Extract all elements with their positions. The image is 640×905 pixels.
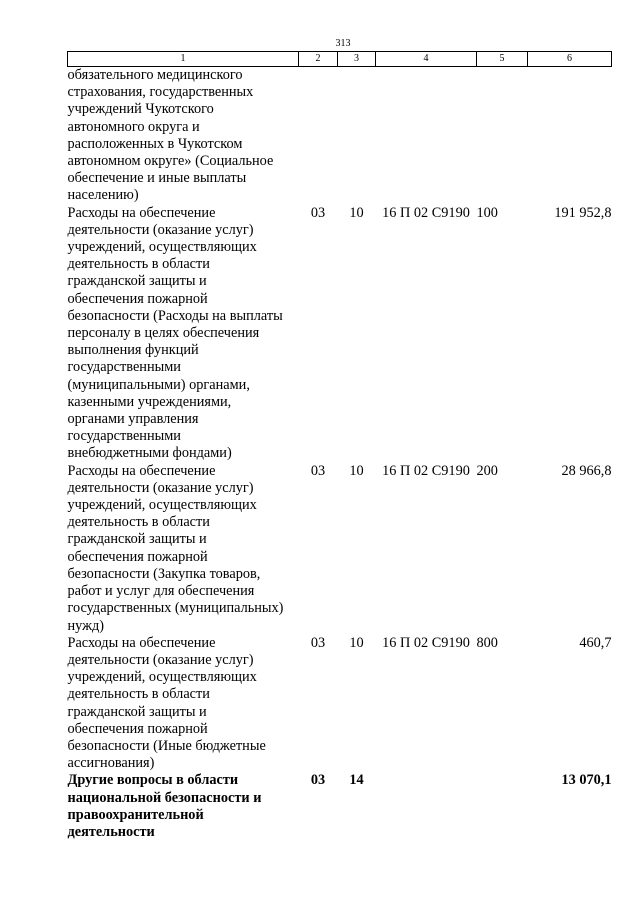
description-line: нужд) (67, 617, 105, 634)
column-header-2: 2 (299, 52, 338, 67)
description-line: выполнения функций (67, 342, 199, 359)
description-line: автономном округе» (Социальное (67, 153, 274, 170)
description-line: безопасности (Расходы на выплаты (67, 307, 283, 324)
row-amount: 28 966,8 (561, 462, 612, 479)
description-line: Расходы на обеспечение (67, 462, 216, 479)
column-header-5: 5 (477, 52, 528, 67)
row-target-article: 16 П 02 С9190 (382, 462, 470, 479)
row-subsection-code: 10 (349, 462, 364, 479)
description-line: гражданской защиты и (67, 703, 207, 720)
description-line: работ и услуг для обеспечения (67, 583, 255, 600)
table-row (68, 772, 612, 841)
row-expense-type (477, 772, 528, 841)
row-amount: 13 070,1 (561, 772, 612, 789)
row-amount: 460,7 (579, 634, 612, 651)
row-subsection-code: 10 (349, 204, 364, 221)
description-line: (муниципальными) органами, (67, 376, 250, 393)
description-line: обязательного медицинского (67, 67, 243, 83)
description-line: внебюджетными фондами) (67, 445, 232, 462)
row-section-code: 03 (310, 772, 326, 789)
description-line: обеспечение и иные выплаты (67, 170, 247, 187)
description-line: Расходы на обеспечение (67, 634, 216, 651)
budget-table (67, 51, 612, 841)
row-expense-type: 200 (476, 462, 498, 479)
row-subsection-code: 14 (349, 772, 364, 789)
description-line: обеспечения пожарной (67, 720, 208, 737)
description-line: гражданской защиты и (67, 531, 207, 548)
description-line: Другие вопросы в области (67, 772, 239, 789)
description-line: обеспечения пожарной (67, 548, 208, 565)
description-line: обеспечения пожарной (67, 290, 208, 307)
description-line: безопасности (Иные бюджетные (67, 737, 266, 754)
description-line: расположенных в Чукотском (67, 135, 243, 152)
description-line: учреждений Чукотского (67, 101, 214, 118)
row-section-code: 03 (310, 634, 326, 651)
row-section-code (299, 67, 338, 205)
column-header-3: 3 (338, 52, 376, 67)
description-line: государственными (67, 428, 181, 445)
table-header (68, 52, 612, 67)
row-section-code: 03 (310, 204, 326, 221)
description-line: деятельности (67, 823, 155, 840)
description-line: населению) (67, 187, 139, 204)
row-description (68, 463, 299, 635)
description-line: гражданской защиты и (67, 273, 207, 290)
description-line: деятельности (оказание услуг) (67, 221, 254, 238)
row-target-article: 16 П 02 С9190 (382, 204, 470, 221)
row-amount: 191 952,8 (554, 204, 612, 221)
description-line: государственных (муниципальных) (67, 600, 284, 617)
row-expense-type: 800 (476, 634, 498, 651)
table-row (68, 635, 612, 773)
column-header-1: 1 (68, 52, 299, 67)
table-body (68, 67, 612, 842)
description-line: учреждений, осуществляющих (67, 497, 257, 514)
row-target-article (376, 67, 477, 205)
row-subsection-code (338, 67, 376, 205)
row-description (68, 205, 299, 463)
description-line: казенными учреждениями, (67, 393, 232, 410)
description-line: государственными (67, 359, 181, 376)
description-line: деятельность в области (67, 686, 210, 703)
description-line: органами управления (67, 411, 199, 428)
column-header-4: 4 (376, 52, 477, 67)
description-line: безопасности (Закупка товаров, (67, 565, 261, 582)
row-description (68, 772, 299, 841)
description-line: персоналу в целях обеспечения (67, 325, 260, 342)
description-line: национальной безопасности и (67, 789, 262, 806)
description-line: страхования, государственных (67, 84, 254, 101)
description-line: деятельность в области (67, 514, 210, 531)
table-row (68, 67, 612, 205)
row-section-code: 03 (310, 462, 326, 479)
description-line: правоохранительной (67, 806, 204, 823)
row-subsection-code: 10 (349, 634, 364, 651)
description-line: деятельности (оказание услуг) (67, 479, 254, 496)
row-target-article (376, 772, 477, 841)
row-target-article: 16 П 02 С9190 (382, 634, 470, 651)
row-description (68, 67, 299, 205)
description-line: учреждений, осуществляющих (67, 669, 257, 686)
row-description (68, 635, 299, 773)
row-expense-type: 100 (476, 204, 498, 221)
header-row (68, 52, 612, 67)
description-line: ассигнования) (67, 755, 155, 772)
page-number: 313 (335, 38, 351, 49)
description-line: деятельность в области (67, 256, 210, 273)
row-expense-type (477, 67, 528, 205)
description-line: Расходы на обеспечение (67, 204, 216, 221)
table-row (68, 463, 612, 635)
description-line: учреждений, осуществляющих (67, 239, 257, 256)
column-header-6: 6 (528, 52, 612, 67)
description-line: деятельности (оказание услуг) (67, 651, 254, 668)
table-row (68, 205, 612, 463)
description-line: автономного округа и (67, 118, 200, 135)
row-amount (528, 67, 612, 205)
